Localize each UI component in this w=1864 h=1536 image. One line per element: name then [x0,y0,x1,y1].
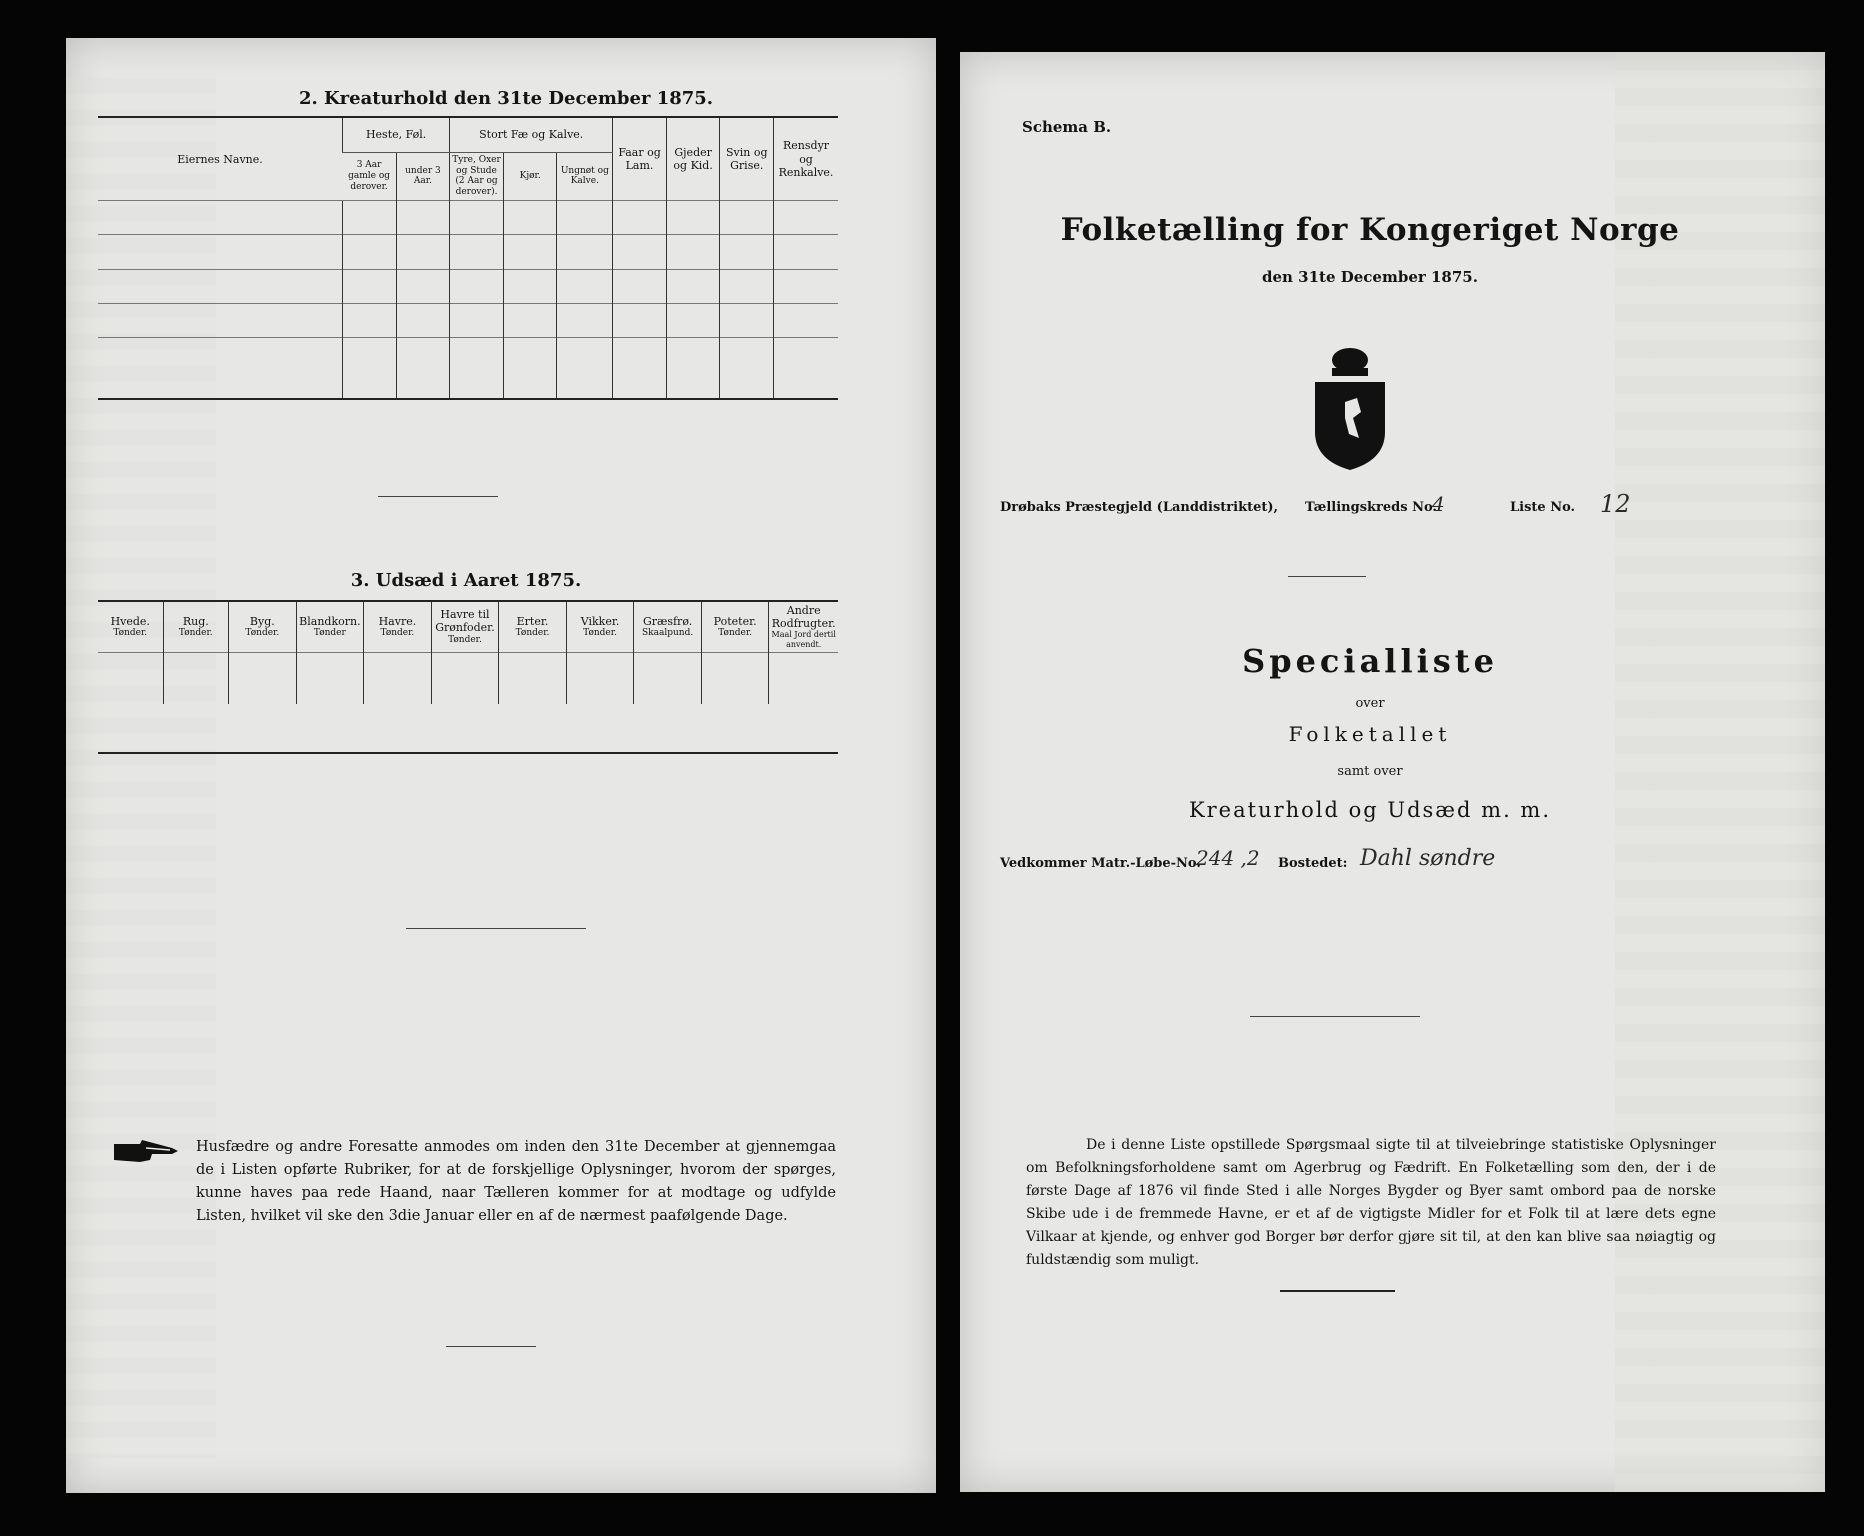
divider [1250,1016,1420,1017]
matr-label: Vedkommer Matr.-Løbe-No. [1000,856,1201,871]
table-row [98,235,838,269]
col-vikker: Vikker. Tønder. [566,602,634,652]
divider [446,1346,536,1347]
divider [1288,576,1366,577]
intro-paragraph: De i denne Liste opstillede Spørgsmaal sigte til at tilveiebringe statistiske Oplysninger om Befolkningsforholdene samt om Agerbrug og Fædrift. En Folketælling som den, der i de første Dage af 1876 vil finde Sted i alle Norges Bygder og Byer samt ombord paa de norske Skibe ude i de fremmede Havne, er et af de vigtigste Midler for et Folk til at lære dets egne Vilkaar at kjende, og enhver god Borger bør derfor gjøre sit til, at den kan blive saa nøiagtig og fuldstændig som muligt. [1026,1137,1716,1268]
col-pigs: Svin og Grise. [720,118,774,201]
coat-of-arms-icon [1305,342,1395,472]
col-horses: Heste, Føl. [343,118,450,152]
bostedet-label: Bostedet: [1278,856,1348,871]
col-blandkorn: Blandkorn. Tønder [296,602,364,652]
livestock-table [98,118,838,398]
bostedet-value: Dahl søndre [1360,846,1496,871]
col-cows: Kjør. [503,152,557,201]
folketallet-label: Folketallet [1288,722,1452,746]
samt-over-label: samt over [1337,764,1403,779]
main-title: Folketælling for Kongeriget Norge [1060,212,1680,248]
rule [98,398,838,400]
col-bulls: Tyre, Oxer og Stude (2 Aar og derover). [450,152,504,201]
col-horses-under3: under 3 Aar. [396,152,450,201]
matr-value: 244 ,2 [1196,846,1260,870]
col-erter: Erter. Tønder. [499,602,567,652]
bleed-through-text [1615,52,1825,1492]
kreaturhold-line: Kreaturhold og Udsæd m. m. [1188,798,1552,822]
col-horses-3yr: 3 Aar gamle og derover. [348,160,391,192]
seed-table [98,602,838,704]
schema-label: Schema B. [1022,118,1112,136]
over-label: over [1355,696,1385,711]
col-sheep: Faar og Lam. [613,118,667,201]
kreds-value: 4 [1432,492,1445,516]
col-owners: Eiernes Navne. [177,152,263,166]
district-label: Drøbaks Præstegjeld (Landdistriktet), [1000,500,1279,515]
right-page [960,52,1825,1492]
specialliste-title: Specialliste [1242,642,1498,680]
table-row [98,269,838,303]
col-rodfrugter: Andre Rodfrugter. Maal Jord dertil anvendt. [769,602,838,652]
col-reindeer: Rensdyr og Renkalve. [774,118,838,201]
liste-value: 12 [1600,490,1631,518]
col-havre-gronfoder: Havre til Grønfoder. Tønder. [431,602,499,652]
divider [406,928,586,929]
notice-paragraph: Husfædre og andre Foresatte anmodes om inden den 31te December at gjennemgaa de i Listen opførte Rubriker, for at de forskjellige Oplysninger, hvorom der spørges, kunne haves paa rede Haand, naar Tælleren kommer for at modtage og udfylde Listen, hvilket vil ske den 3die Januar eller en af de nærmest paafølgende Dage. [196,1139,836,1224]
col-byg: Byg. Tønder. [229,602,297,652]
table-row [98,201,838,235]
col-goats: Gjeder og Kid. [666,118,720,201]
col-rug: Rug. Tønder. [163,602,229,652]
table-row [98,303,838,337]
col-poteter: Poteter. Tønder. [701,602,769,652]
rule [1280,1290,1395,1292]
date-line: den 31te December 1875. [1262,268,1478,286]
left-page [66,38,936,1493]
pointing-hand-icon [112,1138,182,1164]
rule [98,752,838,754]
table-row [98,652,838,704]
section2-title: 2. Kreaturhold den 31te December 1875. [298,88,714,109]
col-graesfro: Græsfrø. Skaalpund. [634,602,702,652]
col-havre: Havre. Tønder. [364,602,432,652]
liste-label: Liste No. [1510,500,1576,515]
section3-title: 3. Udsæd i Aaret 1875. [350,570,582,591]
col-young-cattle: Ungnøt og Kalve. [557,152,613,201]
table-row [98,338,838,398]
divider [378,496,498,497]
col-cattle: Stort Fæ og Kalve. [450,118,613,152]
col-hvede: Hvede. Tønder. [110,614,150,638]
kreds-label: Tællingskreds No. [1305,500,1437,515]
